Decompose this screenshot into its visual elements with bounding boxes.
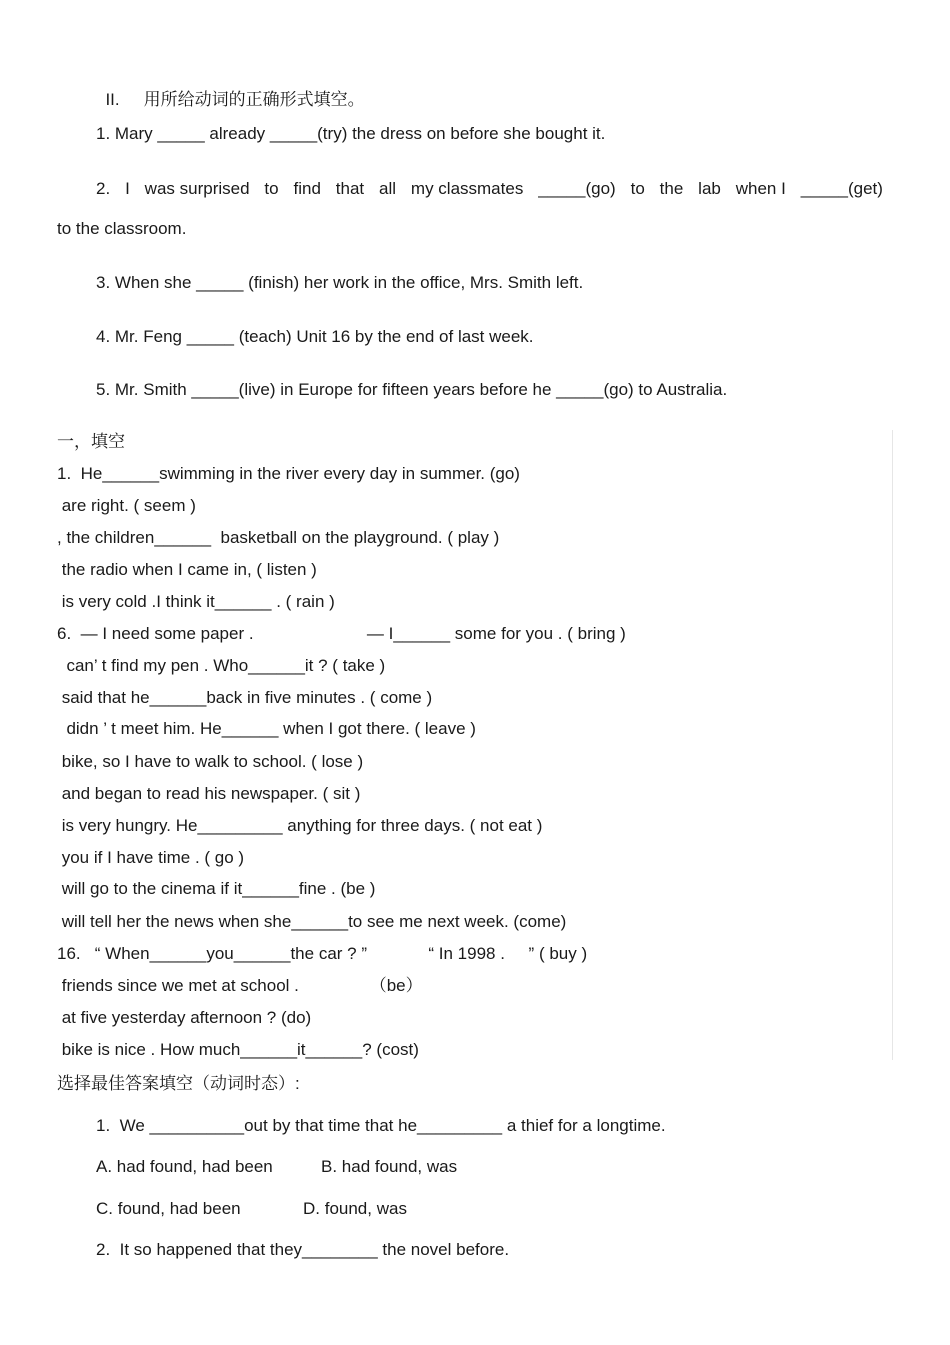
fill-item: 6. — I need some paper . — I______ some for you . ( bring )	[57, 624, 626, 643]
fill-item: are right. ( seem )	[57, 496, 196, 515]
fill-item: didn ’ t meet him. He______ when I got there. ( leave )	[57, 719, 476, 738]
q2-token: to	[264, 179, 279, 198]
q2-token: to	[630, 179, 645, 198]
choice-option-b: B. had found, was	[321, 1157, 458, 1176]
q2-token: _____(get)	[800, 179, 883, 198]
q2-token: lab	[698, 179, 721, 198]
q2-token: 2.	[96, 179, 111, 198]
fill-item: is very cold .I think it______ . ( rain )	[57, 592, 335, 611]
q2-token: _____(go)	[538, 179, 616, 198]
fill-item: at five yesterday afternoon ? (do)	[57, 1008, 312, 1027]
section-2-title: 用所给动词的正确形式填空。	[143, 90, 365, 109]
q2-token: when I	[735, 179, 786, 198]
q2-token: that	[335, 179, 365, 198]
multiple-choice-heading: 选择最佳答案填空（动词时态）:	[57, 1074, 300, 1093]
section-2-heading	[96, 70, 365, 110]
choice-question-2: 2. It so happened that they________ the novel before.	[96, 1240, 510, 1259]
fill-item: 16. “ When______you______the car ? ” “ In 1998 . ” ( buy )	[57, 944, 588, 963]
fill-item: the radio when I came in, ( listen )	[57, 560, 317, 579]
fill-item: will tell her the news when she______to see me next week. (come)	[57, 912, 567, 931]
exercise-2-question-4: 4. Mr. Feng _____ (teach) Unit 16 by the end of last week.	[96, 327, 534, 346]
q2-token: I	[125, 179, 130, 198]
fill-item: , the children______ basketball on the playground. ( play )	[57, 528, 500, 547]
exercise-2-question-5: 5. Mr. Smith _____(live) in Europe for fifteen years before he _____(go) to Australia.	[96, 380, 728, 399]
page-divider	[892, 430, 893, 1060]
exercise-2-question-1: 1. Mary _____ already _____(try) the dress on before she bought it.	[96, 124, 606, 143]
exercise-2-question-3: 3. When she _____ (finish) her work in the office, Mrs. Smith left.	[96, 273, 584, 292]
fill-item: 1. He______swimming in the river every day in summer. (go)	[57, 464, 520, 483]
q2-token: the	[659, 179, 684, 198]
choice-option-c: C. found, had been	[96, 1199, 241, 1218]
q2-token: my classmates	[410, 179, 524, 198]
fill-item: is very hungry. He_________ anything for three days. ( not eat )	[57, 816, 543, 835]
fill-blank-heading: 一，填空	[57, 432, 125, 451]
q2-token: find	[293, 179, 321, 198]
exercise-2-question-2-continued: to the classroom.	[57, 219, 187, 238]
fill-item: and began to read his newspaper. ( sit )	[57, 784, 361, 803]
choice-option-a: A. had found, had been	[96, 1157, 273, 1176]
q2-token: all	[379, 179, 397, 198]
section-2-number: II.	[105, 90, 120, 109]
fill-item: friends since we met at school . （be）	[57, 976, 423, 995]
fill-item: bike is nice . How much______it______? (cost)	[57, 1040, 419, 1059]
exercise-2-question-2	[96, 179, 883, 199]
fill-item: bike, so I have to walk to school. ( lose )	[57, 752, 364, 771]
choice-question-1: 1. We __________out by that time that he_________ a thief for a longtime.	[96, 1116, 666, 1135]
fill-item: can’ t find my pen . Who______it ? ( take )	[57, 656, 386, 675]
q2-token: was surprised	[144, 179, 250, 198]
choice-option-d: D. found, was	[303, 1199, 407, 1218]
fill-item: said that he______back in five minutes . ( come )	[57, 688, 433, 707]
fill-item: you if I have time . ( go )	[57, 848, 245, 867]
fill-item: will go to the cinema if it______fine . (be )	[57, 879, 376, 898]
